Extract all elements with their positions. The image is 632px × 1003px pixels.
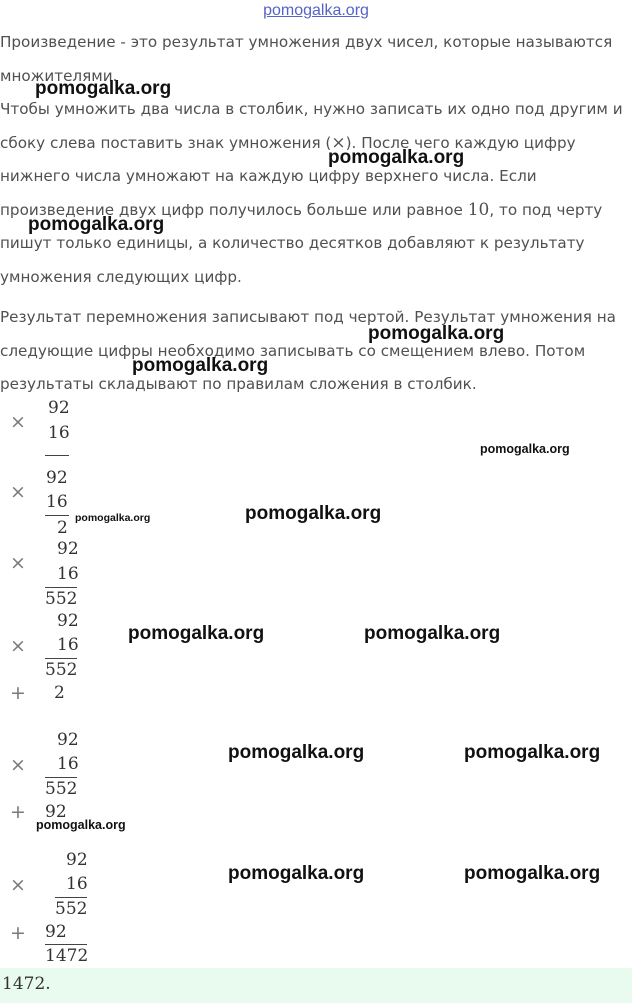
multiplier: 16 <box>66 874 88 894</box>
multiplier: 16 <box>48 423 70 443</box>
answer-box <box>0 968 632 1003</box>
multiplicand: 92 <box>57 730 79 750</box>
times-sign: × <box>10 754 26 776</box>
watermark-text: pomogalka.org <box>36 818 126 832</box>
multiplier: 16 <box>57 564 79 584</box>
watermark-text: pomogalka.org <box>128 623 265 644</box>
times-sign: × <box>10 635 26 657</box>
partial-shifted: 92 <box>45 922 67 942</box>
multiplier: 16 <box>57 754 79 774</box>
partial-shifted: 2 <box>54 683 65 703</box>
watermark-text: pomogalka.org <box>464 742 601 763</box>
plus-sign: + <box>10 922 26 944</box>
partial-result: 552 <box>45 589 78 609</box>
partial-result: 2 <box>57 518 68 538</box>
watermark-text: pomogalka.org <box>132 355 269 376</box>
result-paragraph: Результат перемножения записывают под чертой. Результат умножения на следующие цифры необходимо записывать со смещением влево. Потом результаты складывают по правилам сложения в столбик. <box>0 308 616 393</box>
definition-paragraph: Произведение - это результат умножения двух чисел, которые называются множителями. <box>0 33 613 85</box>
site-header-link[interactable]: pomogalka.org <box>263 2 369 19</box>
multiplicand: 92 <box>57 539 79 559</box>
plus-sign: + <box>10 682 26 704</box>
multiplier: 16 <box>57 635 79 655</box>
number-ten: 10 <box>467 199 490 220</box>
result-rule <box>45 777 77 778</box>
answer-value: 1472. <box>2 974 51 994</box>
multiplicand: 92 <box>66 850 88 870</box>
multiplicand: 92 <box>48 398 70 418</box>
watermark-text: pomogalka.org <box>480 442 570 456</box>
times-sign: × <box>10 481 26 503</box>
method-paragraph <box>0 93 630 294</box>
times-sign: × <box>10 552 26 574</box>
result-rule <box>55 897 87 898</box>
partial-shifted: 92 <box>45 802 67 822</box>
watermark-text: pomogalka.org <box>75 512 151 524</box>
multiplicand: 92 <box>46 468 68 488</box>
times-sign: × <box>10 874 26 896</box>
multiplier: 16 <box>46 492 68 512</box>
partial-result: 552 <box>55 899 88 919</box>
final-sum: 1472 <box>45 946 89 966</box>
result-rule <box>45 658 77 659</box>
result-rule <box>45 587 77 588</box>
result-rule <box>45 515 69 516</box>
watermark-text: pomogalka.org <box>364 623 501 644</box>
partial-result: 552 <box>45 660 78 680</box>
watermark-text: pomogalka.org <box>28 214 165 235</box>
plus-sign: + <box>10 801 26 823</box>
sum-rule <box>45 944 87 945</box>
watermark-text: pomogalka.org <box>328 147 465 168</box>
watermark-text: pomogalka.org <box>228 863 365 884</box>
partial-result: 552 <box>45 779 78 799</box>
times-symbol: × <box>331 132 346 153</box>
watermark-text: pomogalka.org <box>464 863 601 884</box>
method-text-1: Чтобы умножить два числа в столбик, нужно записать их одно под другим и сбоку слева поставить знак умножения ( <box>0 100 623 152</box>
watermark-text: pomogalka.org <box>368 323 505 344</box>
result-rule <box>45 455 69 456</box>
watermark-text: pomogalka.org <box>245 503 382 524</box>
times-sign: × <box>10 411 26 433</box>
method-text-3: , то под черту пишут только единицы, а количество десятков добавляют к результату умножения следующих цифр. <box>0 200 603 286</box>
watermark-text: pomogalka.org <box>35 78 172 99</box>
watermark-text: pomogalka.org <box>228 742 365 763</box>
method-text-2: ). После чего каждую цифру нижнего числа умножают на каждую цифру верхнего числа. Если произведение двух цифр получилось больше или равное <box>0 133 576 219</box>
multiplicand: 92 <box>57 611 79 631</box>
